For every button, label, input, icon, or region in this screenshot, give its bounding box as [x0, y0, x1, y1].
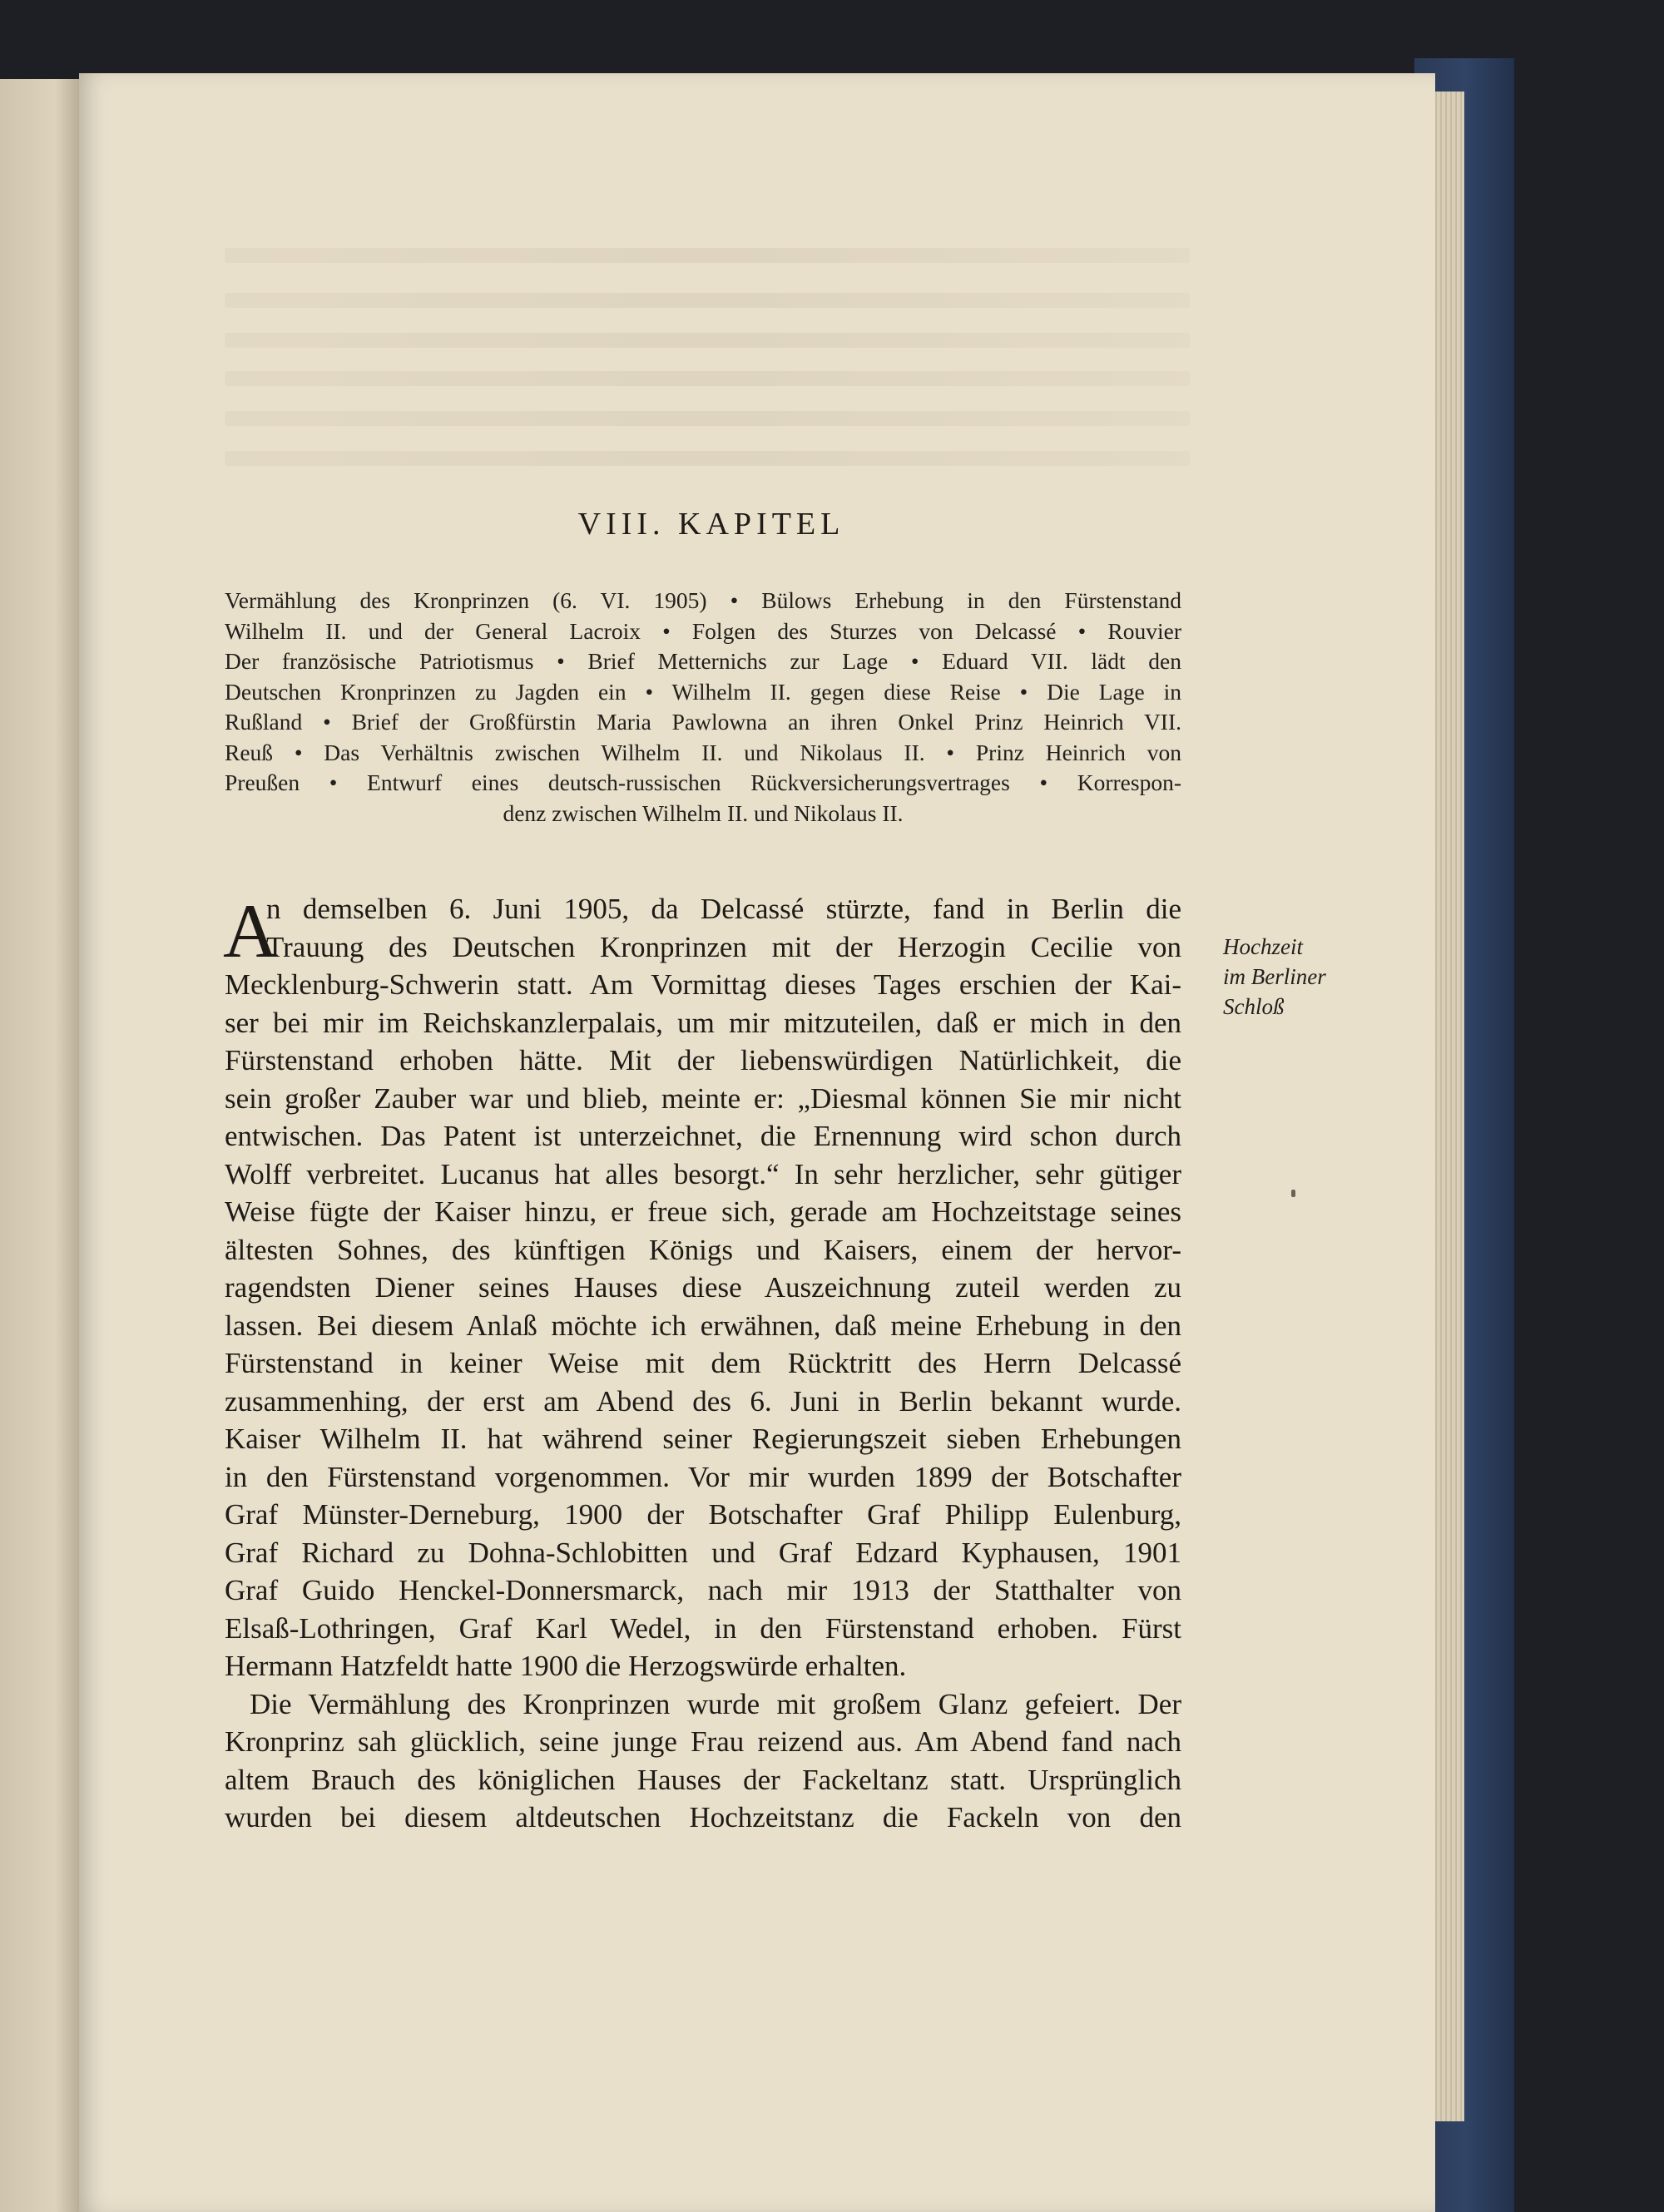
show-through	[225, 371, 1190, 386]
body-line: Elsaß-Lothringen, Graf Karl Wedel, in den Fürstenstand erhoben. Fürst	[225, 1611, 1181, 1645]
ink-speck	[1291, 1190, 1295, 1197]
body-line: altem Brauch des königlichen Hauses der Fackeltanz statt. Ursprünglich	[225, 1763, 1181, 1796]
show-through	[225, 451, 1190, 466]
body-line: Fürstenstand erhoben hätte. Mit der liebenswürdigen Natürlichkeit, die	[225, 1044, 1181, 1076]
body-line: Wolff verbreitet. Lucanus hat alles besorgt.“ In sehr herzlicher, sehr gütiger	[225, 1157, 1181, 1190]
show-through	[225, 248, 1190, 263]
body-line: ragendsten Diener seines Hauses diese Auszeichnung zuteil werden zu	[225, 1271, 1181, 1304]
summary-line: Der französische Patriotismus • Brief Metternichs zur Lage • Eduard VII. lädt den	[225, 648, 1181, 674]
chapter-summary	[225, 586, 1181, 829]
body-text	[225, 890, 1181, 1837]
previous-page-edge	[0, 79, 79, 2212]
summary-line: Deutschen Kronprinzen zu Jagden ein • Wilhelm II. gegen diese Reise • Die Lage in	[225, 678, 1181, 705]
summary-line: Vermählung des Kronprinzen (6. VI. 1905) • Bülows Erhebung in den Fürstenstand	[225, 587, 1181, 613]
margin-note-line: im Berliner	[1223, 964, 1326, 989]
drop-cap: A	[223, 888, 279, 973]
body-line: in den Fürstenstand vorgenommen. Vor mir wurden 1899 der Botschafter	[225, 1460, 1181, 1493]
summary-line: denz zwischen Wilhelm II. und Nikolaus II.	[503, 799, 904, 826]
body-line: Graf Münster-Derneburg, 1900 der Botschafter Graf Philipp Eulenburg,	[225, 1498, 1181, 1531]
show-through	[225, 293, 1190, 308]
body-line: zusammenhing, der erst am Abend des 6. Juni in Berlin bekannt wurde.	[225, 1384, 1181, 1418]
page-stack-edge	[1433, 92, 1464, 2121]
summary-line: Preußen • Entwurf eines deutsch-russischen Rückversicherungsvertrages • Korrespon-	[225, 769, 1181, 795]
body-line: Weise fügte der Kaiser hinzu, er freue sich, gerade am Hochzeitstage seines	[225, 1195, 1181, 1228]
summary-line: Wilhelm II. und der General Lacroix • Folgen des Sturzes von Delcassé • Rouvier	[225, 617, 1181, 644]
body-line: ältesten Sohnes, des künftigen Königs und Kaisers, einem der hervor-	[225, 1233, 1181, 1266]
body-line: Die Vermählung des Kronprinzen wurde mit großem Glanz gefeiert. Der	[250, 1687, 1181, 1720]
show-through	[225, 333, 1190, 348]
body-line: Kaiser Wilhelm II. hat während seiner Regierungszeit sieben Erhebungen	[225, 1423, 1181, 1455]
chapter-title: VIII. KAPITEL	[577, 507, 845, 542]
body-line: ser bei mir im Reichskanzlerpalais, um mir mitzuteilen, daß er mich in den	[225, 1006, 1181, 1039]
body-line: Mecklenburg-Schwerin statt. Am Vormittag dieses Tages erschien der Kai-	[225, 968, 1181, 1001]
body-line: Graf Richard zu Dohna-Schlobitten und Graf Edzard Kyphausen, 1901	[225, 1536, 1181, 1569]
summary-line: Reuß • Das Verhältnis zwischen Wilhelm II. und Nikolaus II. • Prinz Heinrich von	[225, 739, 1181, 765]
body-line: Graf Guido Henckel-Donnersmarck, nach mir 1913 der Statthalter von	[225, 1574, 1181, 1606]
margin-note-line: Hochzeit	[1223, 934, 1303, 959]
body-line: n demselben 6. Juni 1905, da Delcassé stürzte, fand in Berlin die	[266, 893, 1181, 925]
body-line: sein großer Zauber war und blieb, meinte er: „Diesmal können Sie mir nicht	[225, 1081, 1181, 1115]
margin-note	[1223, 932, 1356, 1022]
show-through	[225, 411, 1190, 426]
body-line: Trauung des Deutschen Kronprinzen mit der Herzogin Cecilie von	[266, 930, 1181, 963]
body-line: wurden bei diesem altdeutschen Hochzeitstanz die Fackeln von den	[225, 1801, 1181, 1833]
summary-line: Rußland • Brief der Großfürstin Maria Pawlowna an ihren Onkel Prinz Heinrich VII.	[225, 709, 1181, 735]
body-line: lassen. Bei diesem Anlaß möchte ich erwähnen, daß meine Erhebung in den	[225, 1309, 1181, 1342]
body-line: Kronprinz sah glücklich, seine junge Frau reizend aus. Am Abend fand nach	[225, 1725, 1181, 1758]
body-line: Fürstenstand in keiner Weise mit dem Rücktritt des Herrn Delcassé	[225, 1347, 1181, 1379]
margin-note-line: Schloß	[1223, 994, 1285, 1019]
body-line: Hermann Hatzfeldt hatte 1900 die Herzogswürde erhalten.	[225, 1650, 907, 1682]
body-line: entwischen. Das Patent ist unterzeichnet, die Ernennung wird schon durch	[225, 1120, 1181, 1152]
